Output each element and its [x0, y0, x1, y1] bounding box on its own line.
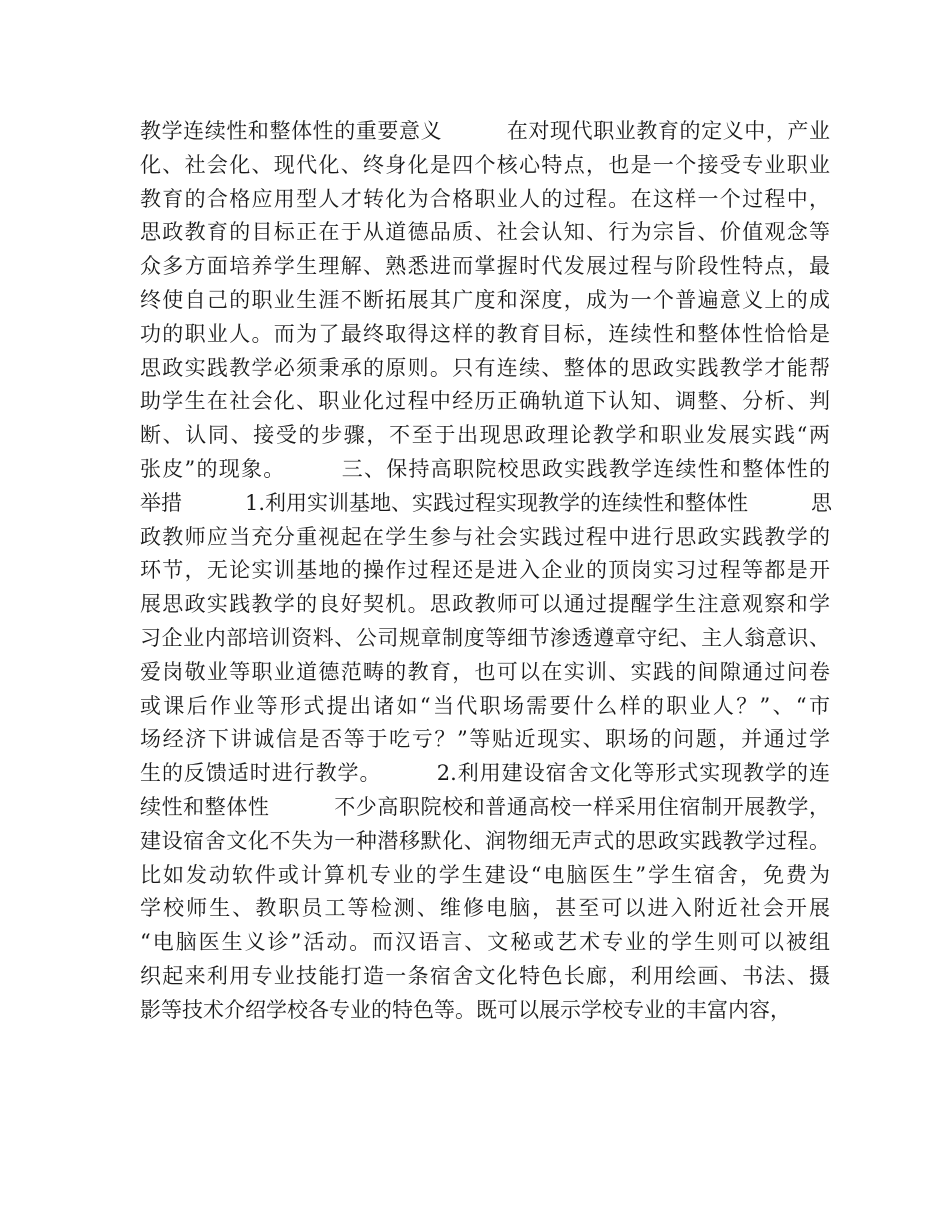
text-line-25: “电脑医生义诊”活动。而汉语言、文秘或艺术专业的学生则可以被组: [140, 930, 830, 955]
body-text: [140, 115, 833, 1028]
text-line-24: 学校师生、教职员工等检测、维修电脑，甚至可以进入附近社会开展: [140, 896, 830, 921]
text-line-13: 政教师应当充分重视起在学生参与社会实践过程中进行思政实践教学的: [140, 524, 830, 549]
text-line-16: 习企业内部培训资料、公司规章制度等细节渗透遵章守纪、主人翁意识、: [140, 625, 830, 650]
text-line-17: 爱岗敬业等职业道德范畴的教育，也可以在实训、实践的间隙通过问卷: [140, 659, 830, 684]
text-line-26: 织起来利用专业技能打造一条宿舍文化特色长廊，利用绘画、书法、摄: [140, 963, 830, 988]
text-line-19: 场经济下讲诚信是否等于吃亏？”等贴近现实、职场的问题，并通过学: [140, 727, 830, 752]
text-line-21: 续性和整体性 不少高职院校和普通高校一样采用住宿制开展教学，: [140, 794, 830, 819]
text-line-5: 众多方面培养学生理解、熟悉进而掌握时代发展过程与阶段性特点，最: [140, 254, 830, 279]
text-line-10: 断、认同、接受的步骤，不至于出现思政理论教学和职业发展实践“两: [140, 423, 830, 448]
text-line-27: 影等技术介绍学校各专业的特色等。既可以展示学校专业的丰富内容，: [140, 997, 791, 1022]
text-line-4: 思政教育的目标正在于从道德品质、社会认知、行为宗旨、价值观念等: [140, 220, 830, 245]
text-line-20: 生的反馈适时进行教学。 2.利用建设宿舍文化等形式实现教学的连: [140, 761, 830, 786]
text-line-8: 思政实践教学必须秉承的原则。只有连续、整体的思政实践教学才能帮: [140, 355, 830, 380]
text-line-22: 建设宿舍文化不失为一种潜移默化、润物细无声式的思政实践教学过程。: [140, 828, 830, 853]
text-line-15: 展思政实践教学的良好契机。思政教师可以通过提醒学生注意观察和学: [140, 592, 830, 617]
text-line-18: 或课后作业等形式提出诸如“当代职场需要什么样的职业人？”、“市: [140, 693, 830, 718]
text-line-6: 终使自己的职业生涯不断拓展其广度和深度，成为一个普遍意义上的成: [140, 287, 830, 312]
text-line-11: 张皮”的现象。 三、保持高职院校思政实践教学连续性和整体性的: [140, 456, 830, 481]
text-line-7: 功的职业人。而为了最终取得这样的教育目标，连续性和整体性恰恰是: [140, 321, 830, 346]
text-line-14: 环节，无论实训基地的操作过程还是进入企业的顶岗实习过程等都是开: [140, 558, 830, 583]
text-line-12: 举措 1.利用实训基地、实践过程实现教学的连续性和整体性 思: [140, 490, 833, 515]
text-line-2: 化、社会化、现代化、终身化是四个核心特点，也是一个接受专业职业: [140, 152, 830, 177]
text-line-23: 比如发动软件或计算机专业的学生建设“电脑医生”学生宿舍，免费为: [140, 862, 830, 887]
text-line-3: 教育的合格应用型人才转化为合格职业人的过程。在这样一个过程中，: [140, 186, 830, 211]
text-line-9: 助学生在社会化、职业化过程中经历正确轨道下认知、调整、分析、判: [140, 389, 830, 414]
text-line-1: 教学连续性和整体性的重要意义 在对现代职业教育的定义中，产业: [140, 119, 830, 143]
